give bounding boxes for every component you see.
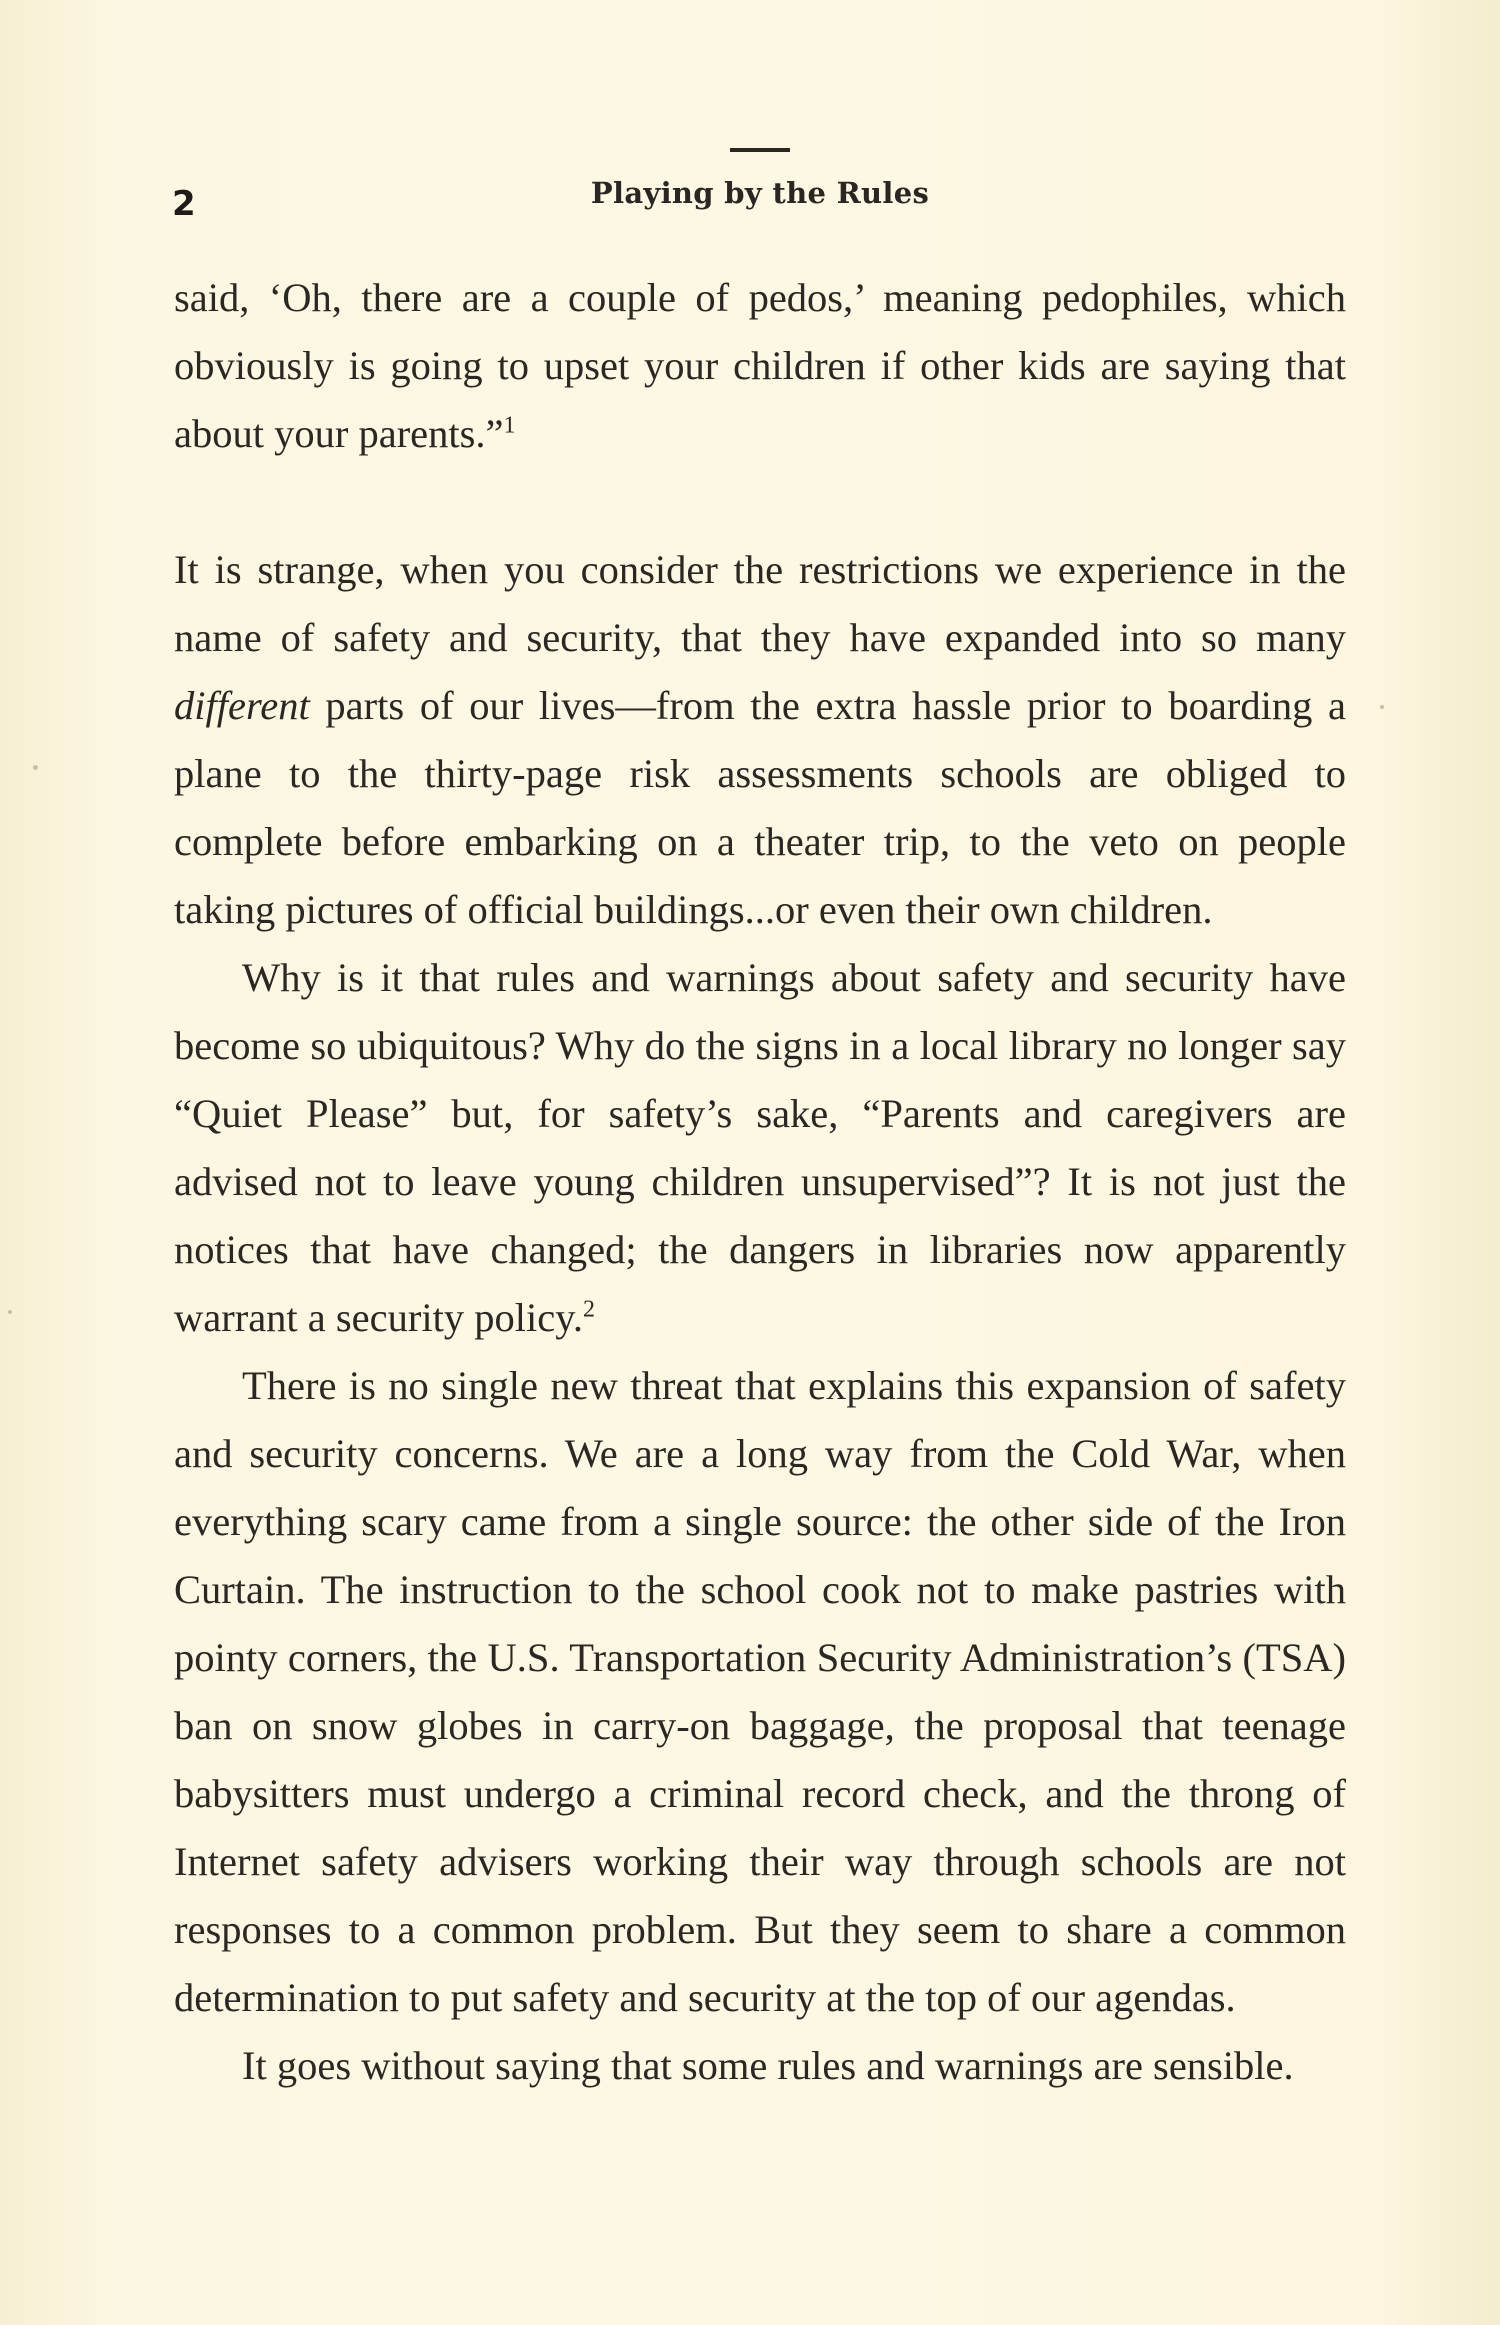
page-number: 2 — [172, 184, 196, 224]
emphasized-word: different — [174, 683, 310, 728]
paragraph-text: parts of our lives—from the extra hassle prior to boarding a plane to the thirty-page risk assessments schools are obliged to complete before embarking on a theater trip, to the veto on people taking pictures of official buildings...or even their own children. — [174, 683, 1346, 932]
paragraph-section-start — [174, 536, 1346, 944]
running-head: Playing by the Rules — [590, 176, 930, 210]
paragraph — [174, 1352, 1346, 2032]
paragraph-text: It is strange, when you consider the restrictions we experience in the name of safety and security, that they have expanded into so many — [174, 547, 1346, 660]
paragraph-continued — [174, 264, 1346, 468]
paragraph-text: said, ‘Oh, there are a couple of pedos,’ meaning pedophiles, which obviously is going to upset your children if other kids are saying that about your parents.” — [174, 275, 1346, 456]
paragraph-text: There is no single new threat that explains this expansion of safety and security concerns. We are a long way from the Cold War, when everything scary came from a single source: the other side of the Iron Curtain. The instruction to the school cook not to make pastries with pointy corners, the U.S. Transportation Security Administration’s (TSA) ban on snow globes in carry-on baggage, the proposal that teenage babysitters must undergo a criminal record check, and the throng of Internet safety advisers working their way through schools are not responses to a common problem. But they seem to share a common determination to put safety and security at the top of our agendas. — [174, 1363, 1346, 2020]
paragraph — [174, 944, 1346, 1352]
footnote-reference: 1 — [503, 412, 516, 439]
paper-speck — [33, 765, 38, 770]
paragraph-text: It goes without saying that some rules and warnings are sensible. — [242, 2043, 1294, 2088]
body-text — [174, 264, 1346, 2100]
header-rule — [730, 148, 790, 152]
paragraph — [174, 2032, 1346, 2100]
paragraph-text: Why is it that rules and warnings about safety and security have become so ubiquitous? Why do the signs in a local library no longer say “Quiet Please” but, for safety’s sake, “Parents and caregivers are advised not to leave young children unsupervised”? It is not just the notices that have changed; the dangers in libraries now apparently warrant a security policy. — [174, 955, 1346, 1340]
footnote-reference: 2 — [582, 1296, 595, 1323]
paper-speck — [8, 1310, 12, 1314]
paper-speck — [1380, 705, 1384, 709]
